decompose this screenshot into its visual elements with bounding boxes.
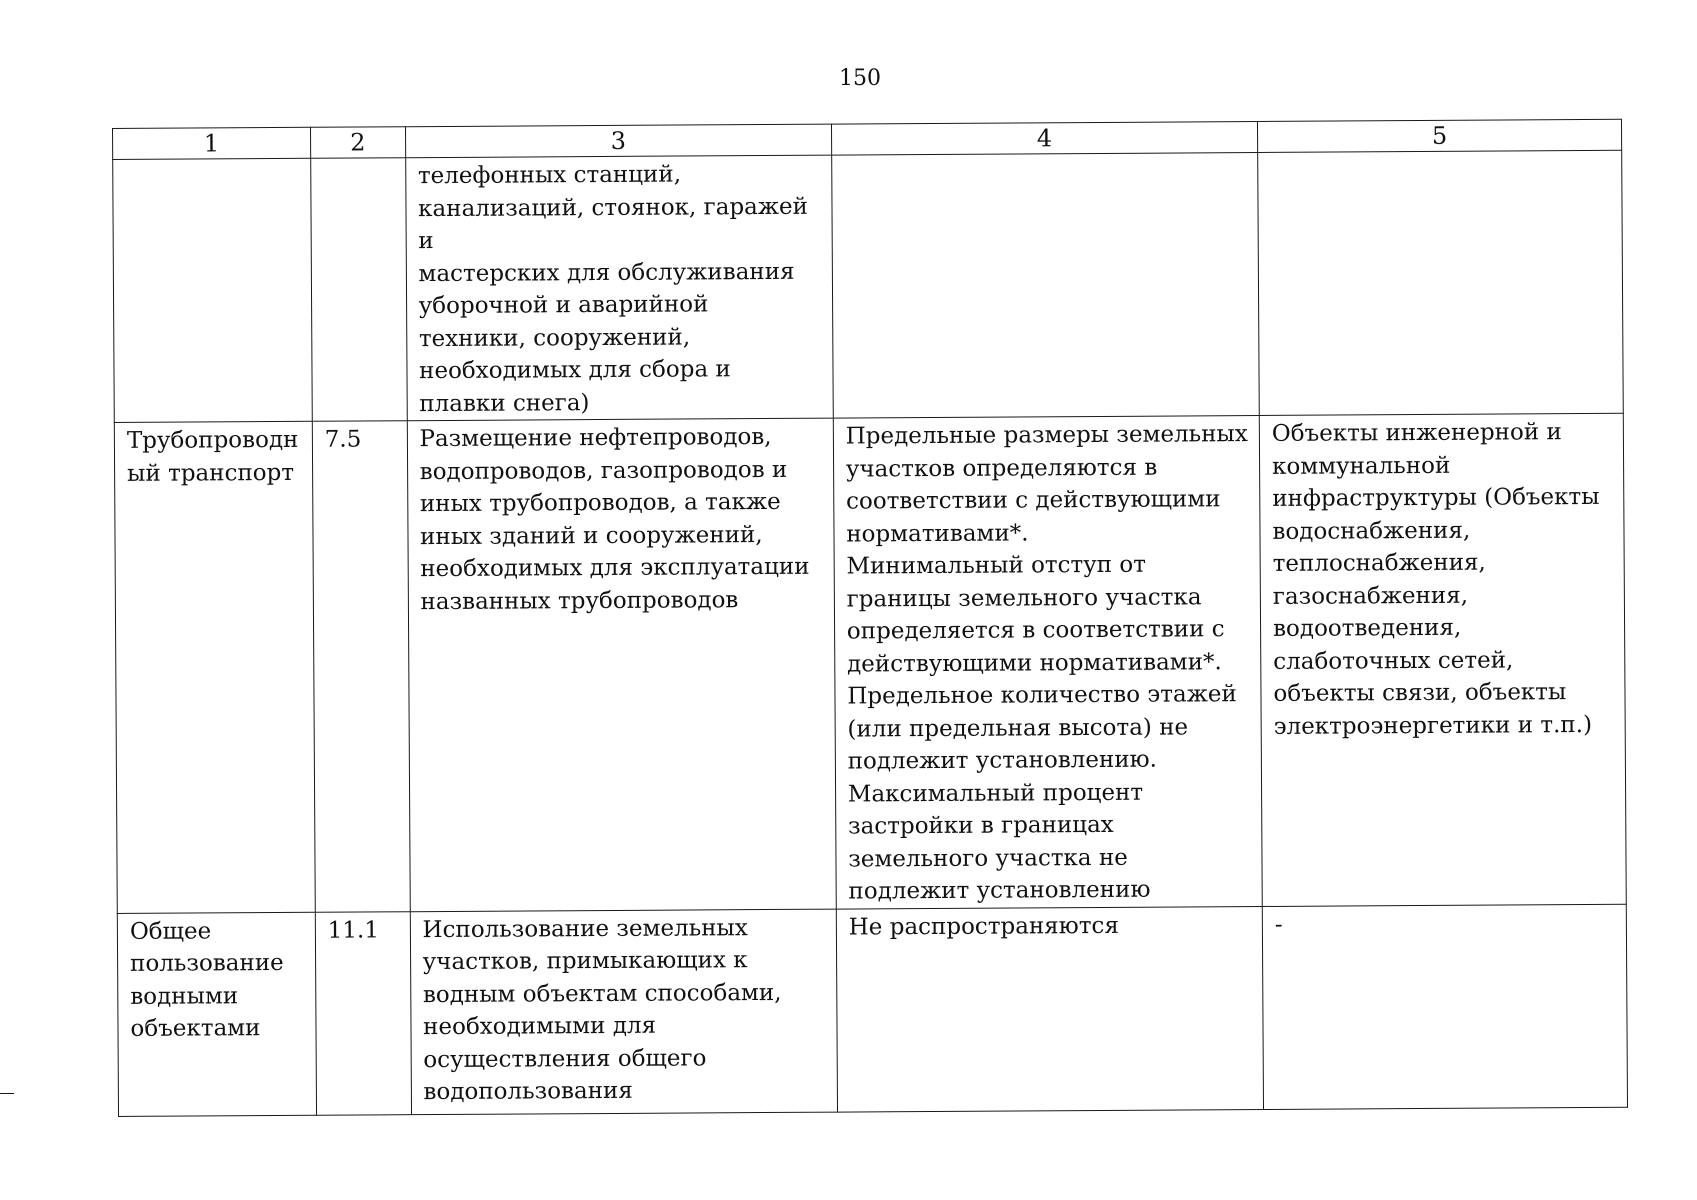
parameters-cell	[831, 153, 1259, 419]
column-header-4: 4	[831, 122, 1257, 156]
table-row-continuation	[113, 150, 1624, 422]
column-header-1: 1	[113, 127, 311, 159]
auxiliary-uses-cell: Объекты инженерной и коммунальной инфраструктуры (Объекты водоснабжения, теплоснабжения, газоснабжения, водоотведения, слаботочных сетей, объекты связи, объекты электроэнергетики и т.п.)	[1259, 413, 1626, 906]
page-number: 150	[839, 66, 881, 91]
land-use-code-cell: 11.1	[315, 911, 411, 1115]
land-use-type-cell: Общее пользование водными объектами	[117, 912, 316, 1116]
land-use-code-cell	[310, 158, 406, 422]
auxiliary-uses-cell	[1258, 150, 1624, 415]
land-use-description-cell: Использование земельных участков, примыкающих к водным объектам способами, необходимыми для осуществления общего водопользования	[410, 909, 837, 1115]
column-header-5: 5	[1257, 119, 1621, 152]
zoning-regulations-table	[112, 119, 1628, 1117]
land-use-description-cell: телефонных станций, канализаций, стоянок, гаражей и мастерских для обслуживания уборочной и аварийной техники, сооружений, необходимых для сбора и плавки снега)	[405, 155, 833, 421]
land-use-type-cell	[113, 158, 312, 422]
margin-tick-mark	[0, 1093, 14, 1095]
land-use-type-cell: Трубопроводн ый транспорт	[114, 421, 315, 913]
table-row-water-use	[117, 904, 1627, 1116]
parameters-cell: Предельные размеры земельных участков определяются в соответствии с действующими нормативами*. Минимальный отступ от границы земельного участка определяется в соответствии с действующими нормативами*. Предельное количество этажей (или предельная высота) не подлежит установлению. Максимальный процент застройки в границах земельного участка не подлежит установлению	[833, 415, 1262, 908]
column-header-2: 2	[310, 127, 405, 159]
land-use-code-cell: 7.5	[312, 421, 410, 912]
auxiliary-uses-cell: -	[1262, 904, 1627, 1109]
table-row-pipeline-transport	[114, 413, 1626, 913]
parameters-cell: Не распространяются	[836, 906, 1263, 1112]
land-use-description-cell: Размещение нефтепроводов, водопроводов, газопроводов и иных трубопроводов, а также иных зданий и сооружений, необходимых для эксплуатации названных трубопроводов	[407, 418, 836, 911]
column-header-3: 3	[405, 124, 831, 158]
